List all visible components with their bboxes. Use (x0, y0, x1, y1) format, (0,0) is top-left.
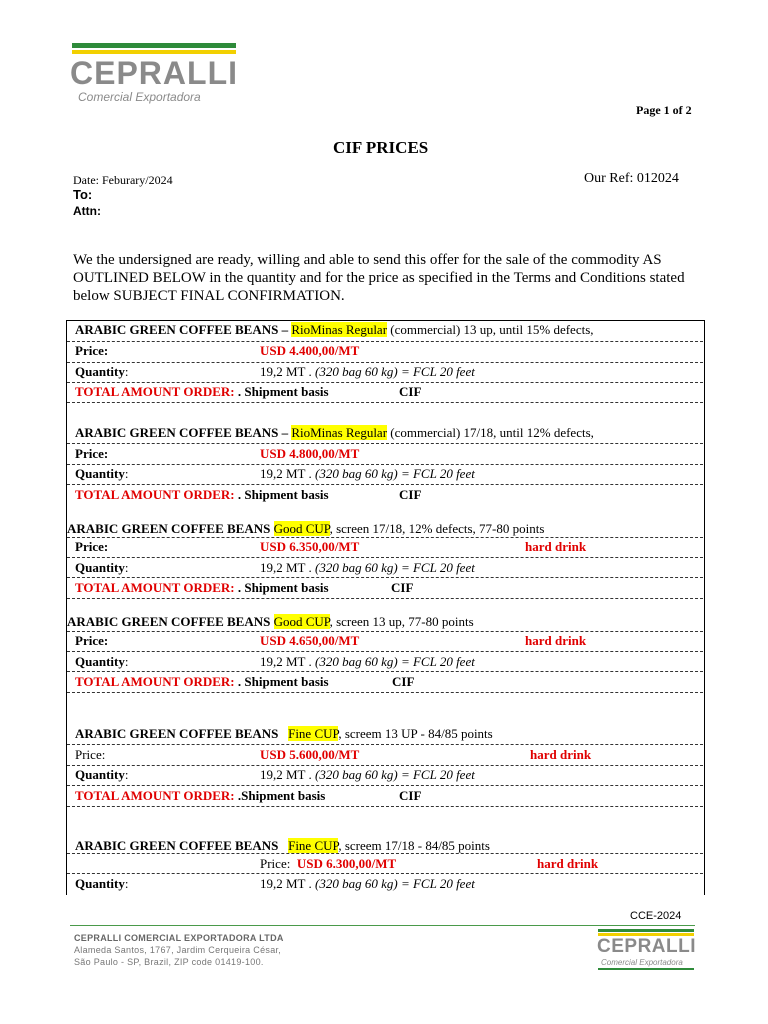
quantity-colon: : (124, 364, 129, 379)
intro-line: OUTLINED BELOW in the quantity and for the price as specified in the Terms and Conditions stated (73, 270, 685, 286)
row-divider (67, 537, 703, 538)
drink-note: hard drink (525, 539, 587, 554)
total-row (75, 487, 329, 503)
row-divider (67, 557, 703, 558)
quantity-colon: : (124, 767, 129, 782)
row-divider (67, 631, 703, 632)
offer-title (67, 521, 544, 537)
logo-subtitle: Comercial Exportadora (78, 90, 201, 104)
drink-note: hard drink (525, 633, 587, 648)
logo-subtitle: Comercial Exportadora (601, 958, 683, 967)
shipment-basis: . Shipment basis (234, 674, 329, 689)
row-divider (67, 692, 703, 693)
quantity-value (260, 466, 475, 482)
quantity-detail: (320 bag 60 kg) = FCL 20 feet (315, 560, 475, 575)
offer-title (75, 425, 594, 441)
offer-product: ARABIC GREEN COFFEE BEANS (75, 322, 279, 337)
drink-note: hard drink (537, 856, 599, 871)
incoterm: CIF (399, 487, 422, 502)
page-title: CIF PRICES (333, 138, 429, 157)
total-row (75, 580, 329, 596)
shipment-basis: . Shipment basis (234, 384, 329, 399)
total-row (75, 674, 329, 690)
offer-grade: RioMinas Regular (291, 322, 388, 337)
quantity-mt: 19,2 MT . (260, 560, 316, 575)
offer-spec: (commercial) 13 up, until 15% defects, (387, 322, 594, 337)
quantity-detail: (320 bag 60 kg) = FCL 20 feet (315, 654, 475, 669)
offer-grade: Good CUP (273, 614, 330, 629)
total-label: TOTAL AMOUNT ORDER: (75, 674, 235, 689)
price-value: USD 4.650,00/MT (260, 633, 360, 648)
offer-product: ARABIC GREEN COFFEE BEANS (75, 726, 279, 741)
price-label: Price: (75, 747, 106, 762)
shipment-basis: . Shipment basis (234, 580, 329, 595)
total-row (75, 384, 329, 400)
quantity-colon: : (124, 466, 129, 481)
to-label: To: (73, 187, 93, 202)
quantity-label (75, 767, 128, 783)
incoterm: CIF (399, 788, 422, 803)
price-value: USD 6.300,00/MT (296, 856, 397, 871)
total-label: TOTAL AMOUNT ORDER: (75, 487, 235, 502)
offer-title (67, 614, 474, 630)
offer-spec: , screen 13 up, 77-80 points (329, 614, 474, 629)
footer-divider (70, 925, 695, 926)
row-divider (67, 362, 703, 363)
footer-address-line: São Paulo - SP, Brazil, ZIP code 01419-100. (74, 957, 264, 967)
quantity-mt: 19,2 MT . (260, 876, 316, 891)
offers-table (66, 320, 705, 895)
offer-product: ARABIC GREEN COFFEE BEANS (75, 425, 279, 440)
quantity-mt: 19,2 MT . (260, 767, 316, 782)
quantity-mt: 19,2 MT . (260, 654, 316, 669)
row-divider (67, 382, 703, 383)
price-label: Price: (75, 343, 109, 358)
incoterm: CIF (392, 674, 415, 689)
price-label: Price: (75, 446, 109, 461)
offer-grade: Good CUP (273, 521, 330, 536)
price-label: Price: (260, 856, 291, 871)
attn-label: Attn: (73, 204, 101, 218)
row-divider (67, 402, 703, 403)
intro-line: We the undersigned are ready, willing and able to send this offer for the sale of the commodity AS (73, 252, 662, 268)
offer-grade: RioMinas Regular (291, 425, 388, 440)
date-text: Date: Feburary/2024 (73, 173, 173, 187)
offer-product: ARABIC GREEN COFFEE BEANS (67, 521, 271, 536)
logo-name: CEPRALLI (70, 55, 238, 91)
logo-yellow-stripe (72, 50, 236, 54)
quantity-label (75, 560, 128, 576)
row-divider (67, 651, 703, 652)
offer-dash: – (278, 425, 292, 440)
row-divider (67, 464, 703, 465)
row-divider (67, 785, 703, 786)
row-divider (67, 443, 703, 444)
price-label: Price: (75, 539, 109, 554)
offer-product: ARABIC GREEN COFFEE BEANS (67, 614, 271, 629)
offer-grade: Fine CUP (288, 726, 339, 741)
offer-product: ARABIC GREEN COFFEE BEANS (75, 838, 279, 853)
quantity-label-text: Quantity (75, 767, 125, 782)
row-divider (67, 806, 703, 807)
drink-note: hard drink (530, 747, 592, 762)
quantity-value (260, 560, 475, 576)
quantity-detail: (320 bag 60 kg) = FCL 20 feet (315, 876, 475, 891)
price-value: USD 4.400,00/MT (260, 343, 360, 358)
shipment-basis: .Shipment basis (234, 788, 326, 803)
doc-code: CCE-2024 (630, 910, 682, 922)
shipment-basis: . Shipment basis (234, 487, 329, 502)
footer-company: CEPRALLI COMERCIAL EXPORTADORA LTDA (74, 933, 284, 943)
our-ref: Our Ref: 012024 (584, 171, 679, 186)
row-divider (67, 744, 703, 745)
row-divider (67, 873, 703, 874)
price-value: USD 5.600,00/MT (260, 747, 360, 762)
quantity-detail: (320 bag 60 kg) = FCL 20 feet (315, 364, 475, 379)
price-value: USD 4.800,00/MT (260, 446, 360, 461)
quantity-label-text: Quantity (75, 466, 125, 481)
total-label: TOTAL AMOUNT ORDER: (75, 580, 235, 595)
quantity-value (260, 364, 475, 380)
total-label: TOTAL AMOUNT ORDER: (75, 384, 235, 399)
row-divider (67, 671, 703, 672)
quantity-mt: 19,2 MT . (260, 466, 316, 481)
page-label: Page 1 of 2 (636, 103, 692, 117)
incoterm: CIF (399, 384, 422, 399)
logo-bottom-stripe (598, 968, 694, 970)
quantity-colon: : (124, 560, 129, 575)
quantity-label-text: Quantity (75, 560, 125, 575)
logo-green-stripe (598, 929, 694, 932)
quantity-value (260, 876, 475, 892)
intro-line: below SUBJECT FINAL CONFIRMATION. (73, 288, 345, 304)
logo-name: CEPRALLI (597, 936, 696, 957)
offer-grade: Fine CUP (288, 838, 339, 853)
row-divider (67, 341, 703, 342)
quantity-colon: : (124, 654, 129, 669)
offer-dash: – (278, 322, 292, 337)
logo-green-stripe (72, 43, 236, 48)
offer-title (75, 838, 490, 854)
price-value: USD 6.350,00/MT (260, 539, 360, 554)
quantity-label-text: Quantity (75, 364, 125, 379)
quantity-colon: : (124, 876, 129, 891)
row-divider (67, 577, 703, 578)
total-row (75, 788, 325, 804)
quantity-mt: 19,2 MT . (260, 364, 316, 379)
row-divider (67, 598, 703, 599)
price-label: Price: (75, 633, 109, 648)
quantity-label (75, 466, 128, 482)
row-divider (67, 484, 703, 485)
quantity-value (260, 767, 475, 783)
footer-address-line: Alameda Santos, 1767, Jardim Cerqueira César, (74, 945, 282, 955)
offer-spec: , screen 17/18, 12% defects, 77-80 points (329, 521, 545, 536)
row-divider (67, 765, 703, 766)
price-line (260, 856, 396, 872)
total-label: TOTAL AMOUNT ORDER: (75, 788, 235, 803)
quantity-detail: (320 bag 60 kg) = FCL 20 feet (315, 767, 475, 782)
offer-spec: , screem 17/18 - 84/85 points (338, 838, 490, 853)
offer-title (75, 726, 493, 742)
quantity-label-text: Quantity (75, 876, 125, 891)
quantity-detail: (320 bag 60 kg) = FCL 20 feet (315, 466, 475, 481)
offer-spec: , screem 13 UP - 84/85 points (338, 726, 493, 741)
quantity-label-text: Quantity (75, 654, 125, 669)
quantity-label (75, 654, 128, 670)
quantity-label (75, 364, 128, 380)
quantity-label (75, 876, 128, 892)
incoterm: CIF (391, 580, 414, 595)
quantity-value (260, 654, 475, 670)
offer-spec: (commercial) 17/18, until 12% defects, (387, 425, 594, 440)
offer-title (75, 322, 594, 338)
